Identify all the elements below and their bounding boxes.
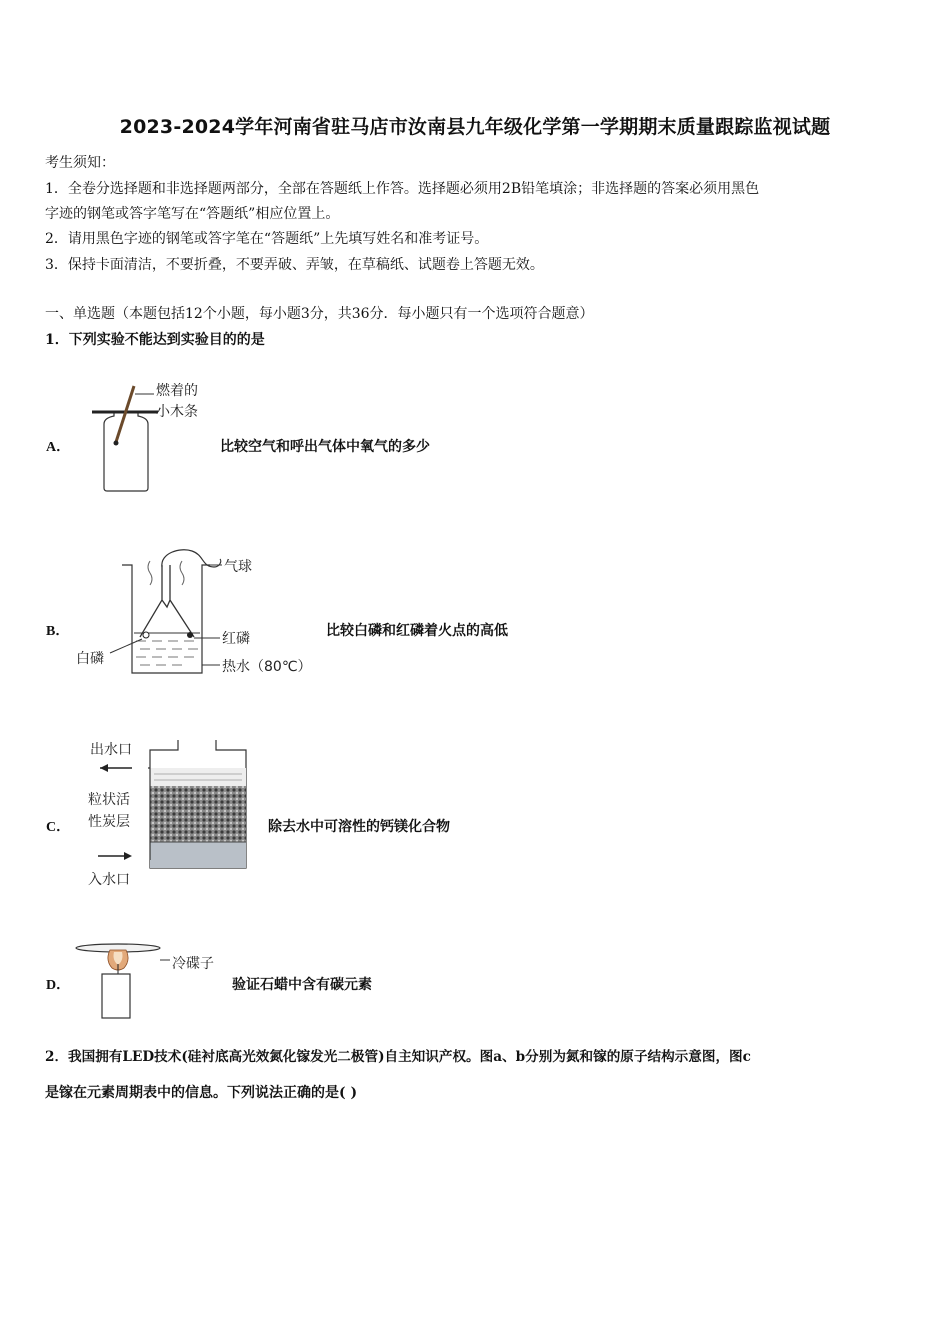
figure-c-label-inlet: 入水口 — [88, 872, 130, 888]
figure-a-bottle-splint — [88, 378, 218, 496]
option-c-text: 除去水中可溶性的钙镁化合物 — [268, 819, 450, 835]
notice-item: 1．全卷分选择题和非选择题两部分，全部在答题纸上作答。选择题必须用2B铅笔填涂；非选择题的答案必须用黑色 — [45, 181, 760, 197]
notice-item: 2．请用黑色字迹的钢笔或答字笔在“答题纸”上先填写姓名和准考证号。 — [45, 231, 489, 247]
figure-b-beaker-phosphorus — [70, 545, 320, 680]
option-d-text: 验证石蜡中含有碳元素 — [232, 977, 372, 993]
figure-b-label-white: 白磷 — [76, 651, 104, 667]
page-title: 2023-2024学年河南省驻马店市汝南县九年级化学第一学期期末质量跟踪监视试题 — [119, 116, 831, 138]
question-1-stem: 1．下列实验不能达到实验目的的是 — [45, 332, 265, 348]
figure-a-label-2: 小木条 — [156, 404, 198, 420]
figure-c-label-carbon-2: 性炭层 — [88, 814, 130, 830]
option-d-label: D． — [46, 978, 71, 993]
figure-c-label-carbon-1: 粒状活 — [88, 792, 130, 808]
figure-d-label-plate: 冷碟子 — [172, 956, 214, 972]
notice-item: 字迹的钢笔或答字笔写在“答题纸”相应位置上。 — [45, 206, 340, 222]
figure-a-label-1: 燃着的 — [156, 383, 198, 399]
option-a-text: 比较空气和呼出气体中氧气的多少 — [220, 439, 430, 455]
option-b-label: B． — [46, 624, 70, 639]
section-heading: 一、单选题（本题包括12个小题，每小题3分，共36分．每小题只有一个选项符合题意） — [45, 306, 594, 322]
figure-b-label-water: 热水（80℃） — [222, 659, 312, 675]
figure-b-label-red: 红磷 — [222, 631, 250, 647]
figure-c-label-outlet: 出水口 — [90, 742, 132, 758]
option-a-label: A． — [46, 440, 71, 455]
question-2-line-1: 2．我国拥有LED技术(硅衬底高光效氮化镓发光二极管)自主知识产权。图a、b分别为氮和镓的原子结构示意图，图c — [45, 1049, 751, 1065]
figure-d-candle-plate — [72, 938, 232, 1022]
figure-b-label-balloon: 气球 — [224, 559, 252, 575]
notice-heading: 考生须知： — [45, 155, 115, 171]
question-2-line-2: 是镓在元素周期表中的信息。下列说法正确的是( ) — [45, 1085, 358, 1101]
figure-c-water-filter — [82, 734, 262, 892]
notice-item: 3．保持卡面清洁，不要折叠，不要弄破、弄皱，在草稿纸、试题卷上答题无效。 — [45, 257, 544, 273]
option-b-text: 比较白磷和红磷着火点的高低 — [326, 623, 508, 639]
option-c-label: C． — [46, 820, 71, 835]
